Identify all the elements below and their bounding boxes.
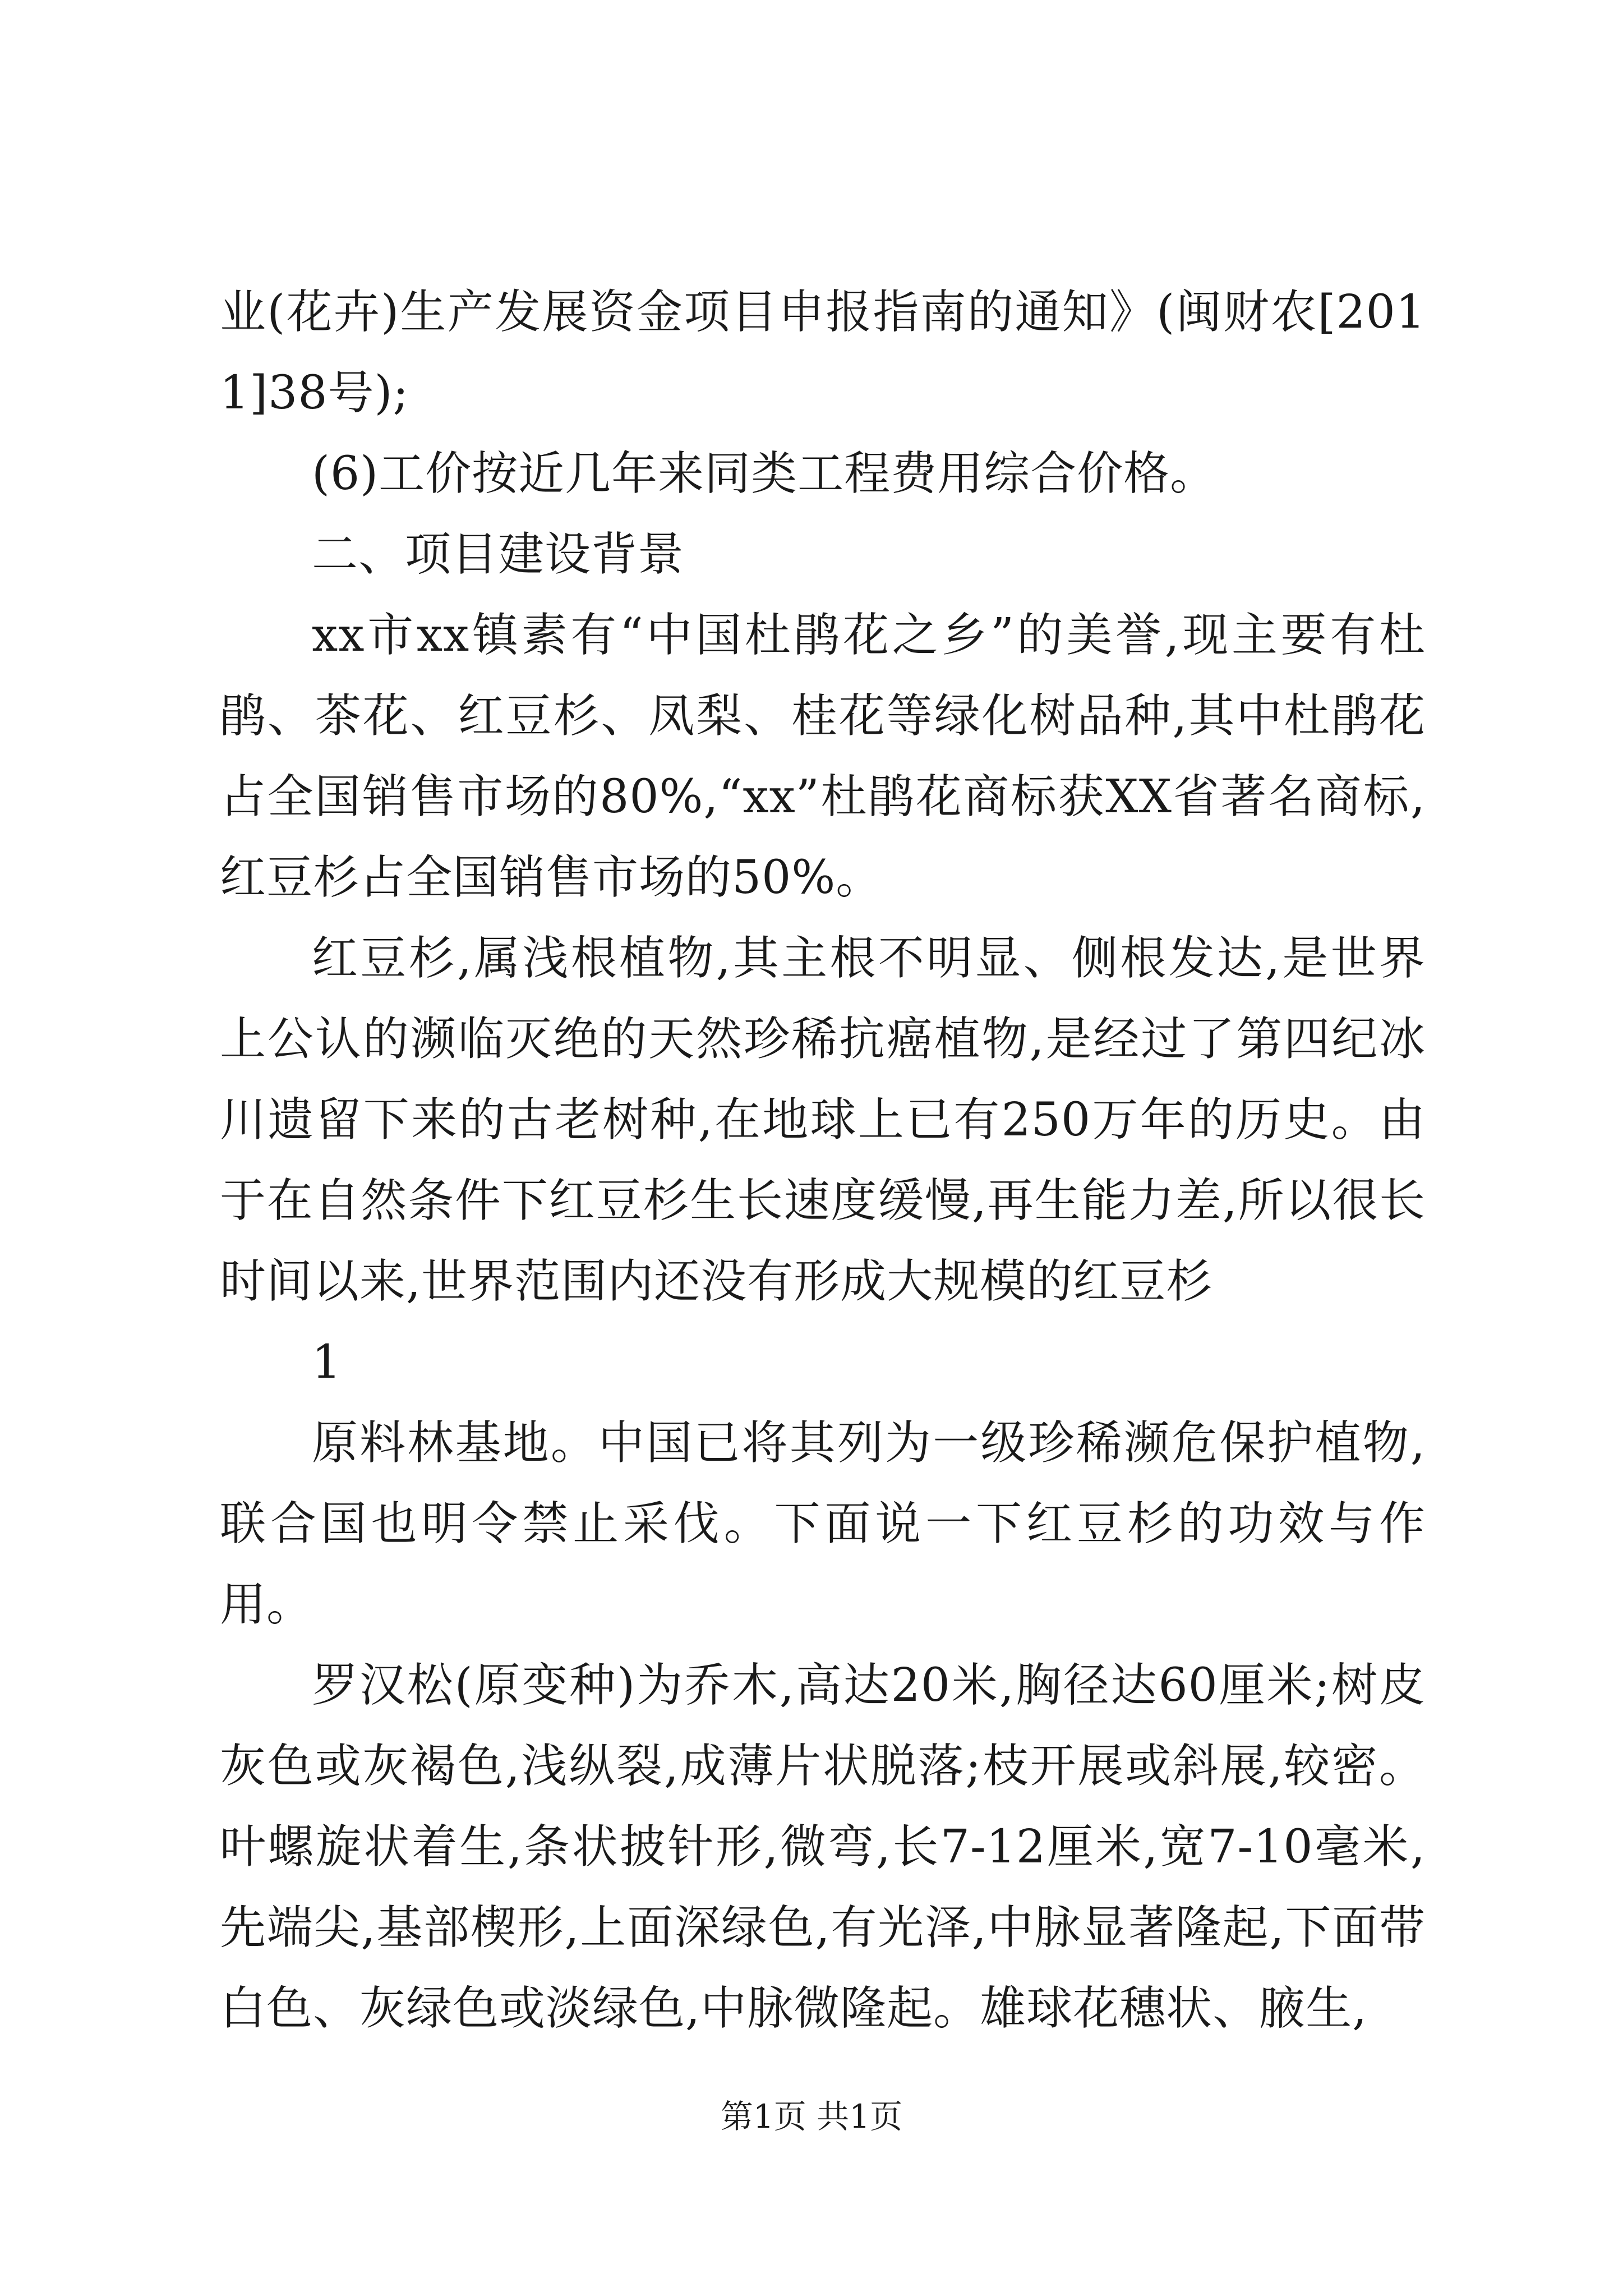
paragraph-raw-material-base: 原料林基地。中国已将其列为一级珍稀濒危保护植物,联合国也明令禁止采伐。下面说一下红豆杉的功效与作用。 xyxy=(220,1416,1426,1631)
document-body xyxy=(220,272,1426,2049)
paragraph-azalea-town: xx市xx镇素有“中国杜鹃花之乡”的美誉,现主要有杜鹃、茶花、红豆杉、凤梨、桂花等绿化树品种,其中杜鹃花占全国销售市场的80%,“xx”杜鹃花商标获XX省著名商标,红豆杉占全国销售市场的50%。 xyxy=(220,609,1426,904)
inline-page-number: 1 xyxy=(312,1336,342,1389)
paragraph-yew-description: 红豆杉,属浅根植物,其主根不明显、侧根发达,是世界上公认的濒临灭绝的天然珍稀抗癌植物,是经过了第四纪冰川遗留下来的古老树种,在地球上已有250万年的历史。由于在自然条件下红豆杉生长速度缓慢,再生能力差,所以很长时间以来,世界范围内还没有形成大规模的红豆杉 xyxy=(220,932,1426,1308)
paragraph-labor-price: (6)工价按近几年来同类工程费用综合价格。 xyxy=(312,447,1217,500)
paragraph-notice-reference: 业(花卉)生产发展资金项目申报指南的通知》(闽财农[2011]38号); xyxy=(220,286,1426,420)
paragraph-podocarpus-description: 罗汉松(原变种)为乔木,高达20米,胸径达60厘米;树皮灰色或灰褐色,浅纵裂,成薄片状脱落;枝开展或斜展,较密。叶螺旋状着生,条状披针形,微弯,长7-12厘米,宽7-10毫米,先端尖,基部楔形,上面深绿色,有光泽,中脉显著隆起,下面带白色、灰绿色或淡绿色,中脉微隆起。雄球花穗状、腋生, xyxy=(220,1659,1426,2035)
section-heading-background: 二、项目建设背景 xyxy=(312,528,685,581)
page-footer: 第1页 共1页 xyxy=(720,2097,903,2136)
